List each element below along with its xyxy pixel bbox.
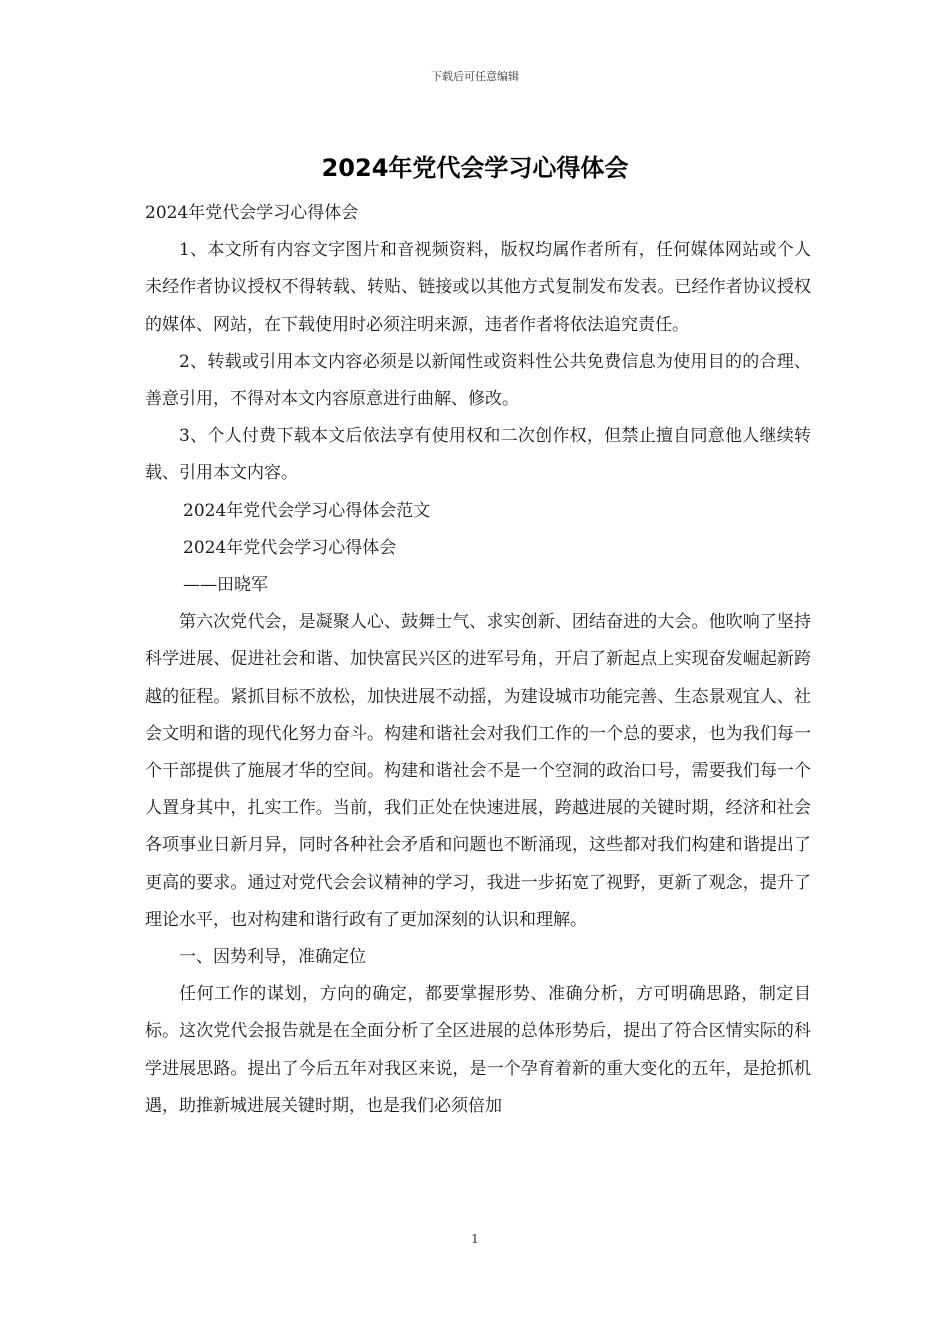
paragraph-copyright-2: 2、转载或引用本文内容必须是以新闻性或资料性公共免费信息为使用目的的合理、善意引用，不得对本文内容原意进行曲解、修改。	[145, 351, 811, 410]
paragraph-author: ——田晓军	[183, 575, 268, 596]
paragraph-copyright-1: 1、本文所有内容文字图片和音视频资料，版权均属作者所有，任何媒体网站或个人未经作者协议授权不得转载、转贴、链接或以其他方式复制发布发表。已经作者协议授权的媒体、网站，在下载使用时必须注明来源，违者作者将依法追究责任。	[145, 240, 811, 335]
paragraph-subtitle: 2024年党代会学习心得体会	[145, 203, 359, 223]
section-heading-1: 一、因势利导，准确定位	[179, 947, 366, 968]
page-header-note: 下载后可任意编辑	[431, 70, 519, 83]
document-body	[145, 195, 811, 1125]
paragraph-copyright-3: 3、个人付费下载本文后依法享有使用权和二次创作权，但禁止擅自同意他人继续转载、引用本文内容。	[145, 426, 811, 484]
paragraph-body-2: 任何工作的谋划，方向的确定，都要掌握形势、准确分析，方可明确思路，制定目标。这次党代会报告就是在全面分析了全区进展的总体形势后，提出了符合区情实际的科学进展思路。提出了今后五年对我区来说，是一个孕育着新的重大变化的五年，是抢抓机遇，助推新城进展关键时期，也是我们必须倍加	[145, 984, 811, 1116]
paragraph-body-1: 第六次党代会，是凝聚人心、鼓舞士气、求实创新、团结奋进的大会。他吹响了坚持科学进展、促进社会和谐、加快富民兴区的进军号角，开启了新起点上实现奋发崛起新跨越的征程。紧抓目标不放松，加快进展不动摇，为建设城市功能完善、生态景观宜人、社会文明和谐的现代化努力奋斗。构建和谐社会对我们工作的一个总的要求，也为我们每一个干部提供了施展才华的空间。构建和谐社会不是一个空洞的政治口号，需要我们每一个人置身其中，扎实工作。当前，我们正处在快速进展，跨越进展的关键时期，经济和社会各项事业日新月异，同时各种社会矛盾和问题也不断涌现，这些都对我们构建和谐提出了更高的要求。通过对党代会会议精神的学习，我进一步拓宽了视野，更新了观念，提升了理论水平，也对构建和谐行政有了更加深刻的认识和理解。	[145, 612, 811, 930]
page-number: 1	[471, 1232, 479, 1246]
paragraph-article-title: 2024年党代会学习心得体会	[183, 537, 397, 558]
paragraph-sample-title: 2024年党代会学习心得体会范文	[183, 500, 431, 521]
document-title: 2024年党代会学习心得体会	[321, 154, 629, 182]
